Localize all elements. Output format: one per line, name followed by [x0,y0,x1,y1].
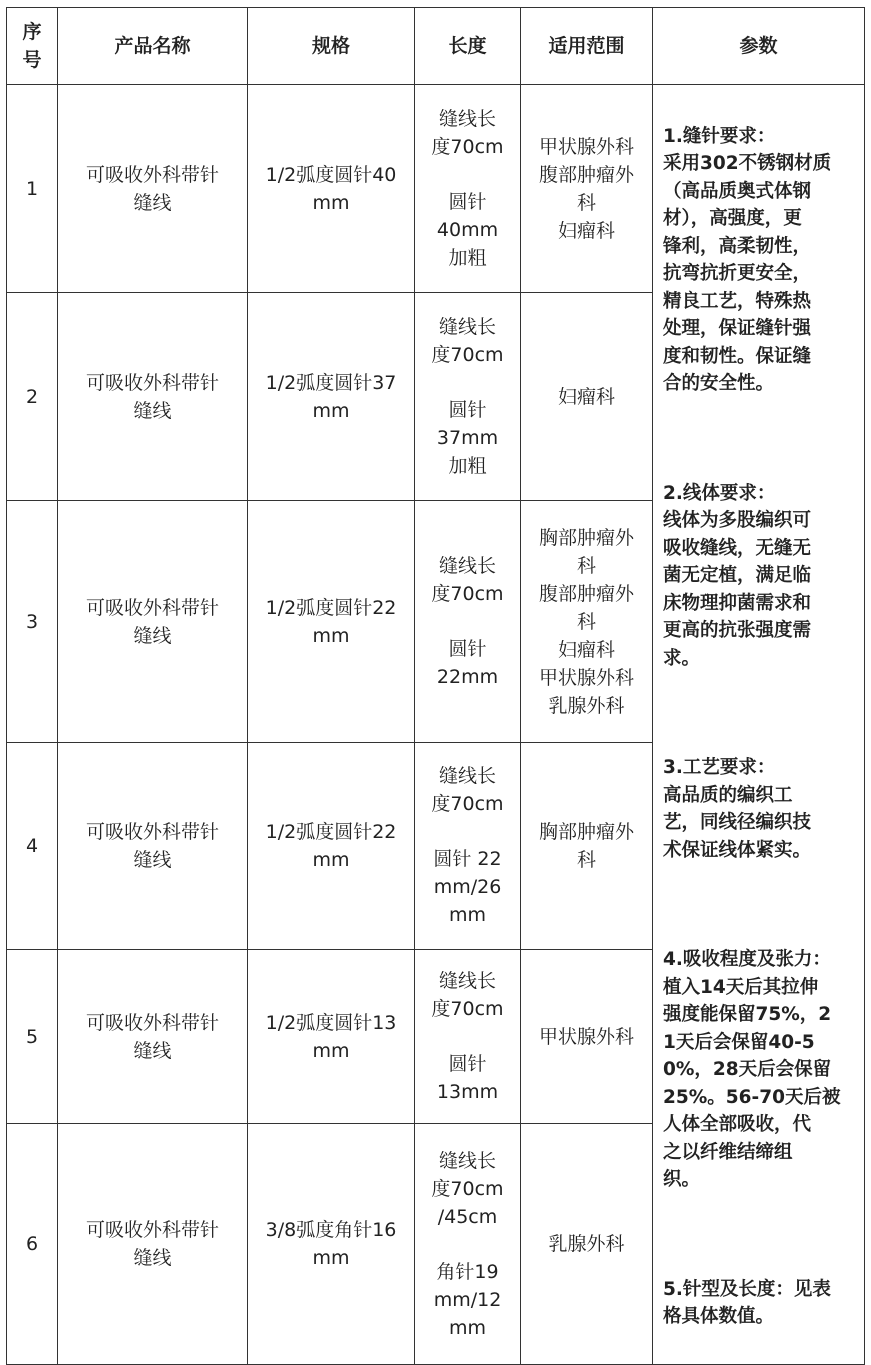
row-length [415,1124,521,1365]
row-spec: 3/8弧度角针16 mm [248,1124,415,1365]
row-spec: 1/2弧度圆针13 mm [248,949,415,1123]
row-length [415,949,521,1123]
row-scope: 甲状腺外科 腹部肿瘤外 科 妇瘤科 [521,85,653,293]
row-product-name: 可吸收外科带针 缝线 [58,85,248,293]
length-thread: 缝线长 度70cm [431,108,504,159]
length-needle: 圆针 13mm [436,1053,499,1104]
row-product-name: 可吸收外科带针 缝线 [58,743,248,950]
length-needle: 角针19 mm/12 mm [433,1260,502,1339]
header-index: 序 号 [7,8,58,85]
row-index: 5 [7,949,58,1123]
length-needle: 圆针 22mm [436,638,499,689]
row-spec: 1/2弧度圆针37 mm [248,293,415,501]
length-thread: 缝线长 度70cm [431,555,504,606]
row-product-name: 可吸收外科带针 缝线 [58,293,248,501]
row-index: 3 [7,501,58,743]
row-spec: 1/2弧度圆针40 mm [248,85,415,293]
param-needle-requirements: 1.缝针要求： 采用302不锈钢材质 （高品质奥式体钢 材），高强度，更 锋利，高柔韧性， 抗弯抗折更安全， 精良工艺，特殊热 处理，保证缝针强 度和韧性。保证缝 合的安全性。 [663,125,832,394]
row-product-name: 可吸收外科带针 缝线 [58,949,248,1123]
length-needle: 圆针 37mm 加粗 [436,399,499,478]
row-index: 1 [7,85,58,293]
length-needle: 圆针 22 mm/26 mm [433,848,502,927]
length-thread: 缝线长 度70cm [431,970,504,1021]
param-needle-type-length: 5.针型及长度：见表 格具体数值。 [663,1278,831,1327]
header-length: 长度 [415,8,521,85]
row-spec: 1/2弧度圆针22 mm [248,743,415,950]
row-index: 6 [7,1124,58,1365]
length-thread: 缝线长 度70cm [431,765,504,816]
param-thread-requirements: 2.线体要求： 线体为多股编织可 吸收缝线，无缝无 菌无定植，满足临 床物理抑菌需求和 更高的抗张强度需 求。 [663,482,812,669]
row-length [415,293,521,501]
table-row [7,85,865,293]
row-product-name: 可吸收外科带针 缝线 [58,1124,248,1365]
row-scope: 妇瘤科 [521,293,653,501]
param-process-requirements: 3.工艺要求： 高品质的编织工 艺，同线径编织技 术保证线体紧实。 [663,757,812,861]
row-product-name: 可吸收外科带针 缝线 [58,501,248,743]
row-length [415,743,521,950]
length-needle: 圆针 40mm 加粗 [436,191,499,270]
params-cell [653,85,865,1365]
header-spec: 规格 [248,8,415,85]
header-scope: 适用范围 [521,8,653,85]
row-index: 4 [7,743,58,950]
product-spec-table [6,7,865,1365]
row-scope: 胸部肿瘤外 科 腹部肿瘤外 科 妇瘤科 甲状腺外科 乳腺外科 [521,501,653,743]
length-thread: 缝线长 度70cm [431,316,504,367]
length-thread: 缝线长 度70cm /45cm [431,1149,504,1228]
header-params: 参数 [653,8,865,85]
param-absorption-tension: 4.吸收程度及张力： 植入14天后其拉伸 强度能保留75%，2 1天后会保留40-5 0%，28天后会保留 25%。56-70天后被 人体全部吸收，代 之以纤维结缔组 织。 [663,949,841,1190]
row-scope: 乳腺外科 [521,1124,653,1365]
row-spec: 1/2弧度圆针22 mm [248,501,415,743]
row-index: 2 [7,293,58,501]
row-scope: 甲状腺外科 [521,949,653,1123]
row-length [415,501,521,743]
header-row [7,8,865,85]
row-scope: 胸部肿瘤外 科 [521,743,653,950]
row-length [415,85,521,293]
header-product-name: 产品名称 [58,8,248,85]
